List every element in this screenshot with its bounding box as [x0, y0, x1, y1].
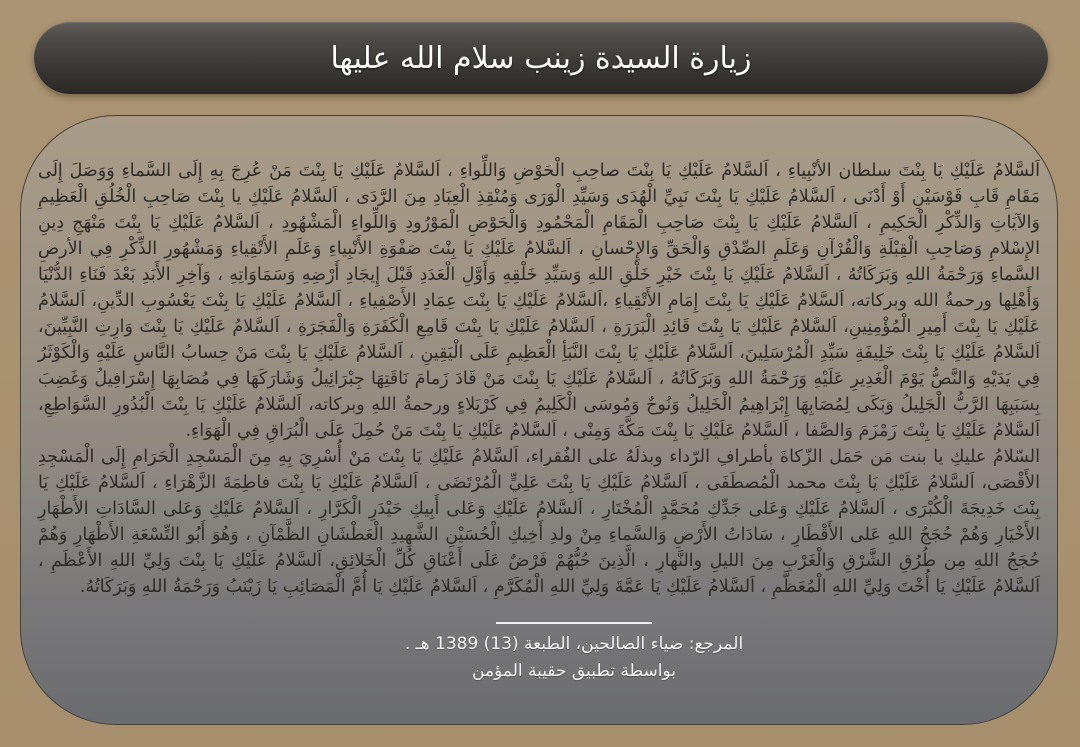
ziyarah-paragraph-2: السّلامُ عليكِ يا بنت مَن حَمَل الزّكاةَ بأطرافِ الرّداء وبذلَهُ على الفُقراء، اَلسَّلامُ عَلَيْكِ يَا بِنْتَ مَنْ أُسْرِيَ بِهِ مِنَ الْمَسْجِدِ الْحَرَامِ إِلَى الْمَسْجِدِ الأَقْصَى، اَلسَّلامُ عَلَيْكِ يَا بِنْتَ محمد الْمُصطَفَى ، اَلسَّلامُ عَلَيْكِ يَا بِنْتَ عَلِيٍّ الْمُرْتَضَى ، اَلسَّلامُ عَلَيْكِ يَا بِنْتَ فاطِمَةَ الزَّهْرَاءِ ، اَلسَّلامُ عَلَيْكِ يَا بِنْتَ خَدِيجَةَ الْكُبْرَى ، اَلسَّلامُ عَلَيْكِ وَعَلى جَدِّكِ مُحَمَّدٍ الْمُخْتَارِ ، اَلسَّلامُ عَلَيْكِ وَعَلى أَبِيكِ حَيْدَرِ الْكَرَّارِ ، اَلسَّلامُ عَلَيْكِ وَعَلى السَّادَاتِ الأَطْهَارِ الأَخْيَارِ وَهُمْ حُجَجُ اللهِ عَلى الأَقْطَارِ ، سَادَاتُ الأَرْضِ وَالسَّماءِ مِنْ ولدِ أَخِيكِ الْحُسَيْنِ الشَّهِيدِ الْعَطْشَانِ الظَّمْآنِ ، وَهُوَ أَبُو التِّسْعَةِ الأَطْهَارِ وَهُمْ حُجَجُ اللهِ مِن طُرُقِ الشَّرْقِ وَالْغَرْبِ مِنَ الليلِ والنَّهارِ ، الَّذِينَ حُبُّهُمْ فَرْضٌ عَلَى أَعْنَاقِ كُلِّ الْخَلائِقِ، اَلسَّلامُ عَلَيْكِ يَا بِنْتَ وَلِيِّ اللهِ الأَعْظَمِ ، اَلسَّلامُ عَلَيْكِ يَا أُخْتَ وَلِيِّ اللهِ الْمُعَظَّمِ ، اَلسَّلامُ عَلَيْكِ يَا عَمَّةَ وَلِيِّ اللهِ الْمُكَرَّمِ ، اَلسَّلامُ عَلَيْكِ يَا أُمَّ الْمَصَائِبِ يَا زَيْنَبُ وَرَحْمَةُ اللهِ وَبَرَكَاتُهُ.: [38, 447, 1040, 597]
title-bar: [34, 22, 1048, 94]
page-title: زيارة السيدة زينب سلام الله عليها: [330, 40, 752, 76]
footer-divider-line: [496, 622, 652, 624]
reference-footer: [56, 622, 1058, 685]
reference-text: المرجع: ضياء الصالحين، الطبعة (13) 1389 هـ .: [404, 634, 744, 654]
ziyarah-text-block: [21, 116, 1057, 600]
app-attribution-text: بواسطة تطبيق حقيبة المؤمن: [472, 661, 676, 681]
ziyarah-panel: [20, 115, 1058, 725]
ziyarah-paragraph-1: اَلسَّلامُ عَلَيْكِ يَا بِنْتَ سلطان الأنْبِياءِ ، اَلسَّلامُ عَلَيْكِ يَا بِنْتَ صاحِبِ الْحَوْضِ وَاللِّواءِ ، اَلسَّلامُ عَلَيْكِ يَا بِنْتَ مَنْ عُرِجَ بِهِ إِلَى السَّماءِ وَوَصَلَ إِلَى مَقَامِ قَابِ قَوْسَيْنِ أَوْ أَدْنَى ، اَلسَّلامُ عَلَيْكِ يَا بِنْتَ نَبِيِّ الْهُدَى وَسَيِّدِ الْوَرَى وَمُنْقِذِ الْعِبَادِ مِنَ الرَّدَى ، اَلسَّلامُ عَلَيْكِ يا بِنْتَ صَاحِبِ الْخُلُقِ الْعَظِيمِ وَالآيَاتِ وَالذِّكْرِ الْحَكِيمِ ، اَلسَّلامُ عَلَيْكِ يَا بِنْتَ صَاحِبِ الْمَقَامِ الْمَحْمُودِ وَالْحَوْضِ الْمَوْرُودِ وَاللِّواءِ الْمَشْهُودِ ، اَلسَّلامُ عَلَيْكِ يَا بِنْتَ مَنْهَجِ دِينِ الإِسْلامِ وَصَاحِبِ الْقِبْلَةِ وَالْقُرْآنِ وَعَلَمِ الصِّدْقِ وَالْحَقِّ وَالإِحْسانِ ، اَلسَّلامُ عَلَيْكِ يَا بِنْتَ صَفْوَةِ الأَنْبِياءِ وَعَلَمِ الأَتْقِياءِ وَمَشْهُورِ الذِّكْرِ فِي الأرضِ السَّماءِ وَرَحْمَةُ اللهِ وَبَرَكَاتُهُ ، اَلسَّلامُ عَلَيْكِ يَا بِنْتَ خَيْرِ خَلْقِ اللهِ وَسَيِّدِ خَلْقِهِ وَأَوَّلِ الْعَدَدِ قَبْلَ إِيجَادِ أَرْضِهِ وَسَمَاوَاتِهِ ، وَآخِرِ الأَبَدِ بَعْدَ فَنَاءِ الدُّنْيَا وَأَهْلِها ورحمةُ الله وبركاته، اَلسَّلامُ عَلَيْكِ يَا بِنْتَ إِمَامِ الأَتْقِياءِ ،اَلسَّلامُ عَلَيْكِ يَا بِنْتَ عِمَادِ الأَصْفِياءِ ، اَلسَّلامُ عَلَيْكِ يَا بِنْتَ يَعْسُوبِ الدِّينِ، اَلسَّلامُ عَلَيْكِ يَا بِنْتَ أَمِيرِ الْمُؤْمِنِينِ، اَلسَّلامُ عَلَيْكِ يَا بِنْتَ قَائِدِ الْبَرَرَةِ ، اَلسَّلامُ عَلَيْكِ يَا بِنْتَ قَامِعِ الْكَفَرَةِ وَالْفَجَرَةِ ، اَلسَّلامُ عَلَيْكِ يَا بِنْتَ وَارِثِ النَّبِيِّينَ، اَلسَّلامُ عَلَيْكِ يَا بِنْتَ خَلِيفَةِ سَيِّدِ الْمُرْسَلِينَ، اَلسَّلامُ عَلَيْكِ يَا بِنْتَ النَّبَأِ الْعَظِيمِ عَلَى الْيَقِينِ ، اَلسَّلامُ عَلَيْكِ يَا بِنْتَ مَنْ حِسابُ النَّاسِ عَلَيْهِ وَالْكَوْثَرُ فِي يَدَيْهِ وَالنَّصُّ يَوْمَ الْغَدِيرِ عَلَيْهِ وَرَحْمَةُ اللهِ وَبَرَكَاتُهُ ، اَلسَّلامُ عَلَيْكِ يَا بِنْتَ مَنْ قَادَ زَمامَ نَاقَتِهَا جِبْرَائِيلُ وَشَارَكَهَا فِي مُصَابِهَا إِسْرَافِيلُ وَغَضِبَ بِسَبَبِهَا الرَّبُّ الْجَلِيلُ وَبَكَى لِمُصَابِهَا إِبْرَاهِيمُ الْخَلِيلُ وَنُوحٌ وَمُوسَى الْكَلِيمُ فِي كَرْبَلاءٍ ورحمةُ اللهِ وبركاته، اَلسَّلامُ عَلَيْكِ يَا بِنْتَ الْبُدُورِ السَّوَاطِعِ، اَلسَّلامُ عَلَيْكِ يَا بِنْتَ زَمْزَمَ وَالصَّفا ، اَلسَّلامُ عَلَيْكِ يَا بِنْتَ مَكَّةَ وَمِنْى ، اَلسَّلامُ عَلَيْكِ يَا بِنْتَ مَنْ حُمِلَ عَلَى الْبُرَاقِ فِي الْهَوَاءِ.: [38, 161, 1040, 441]
